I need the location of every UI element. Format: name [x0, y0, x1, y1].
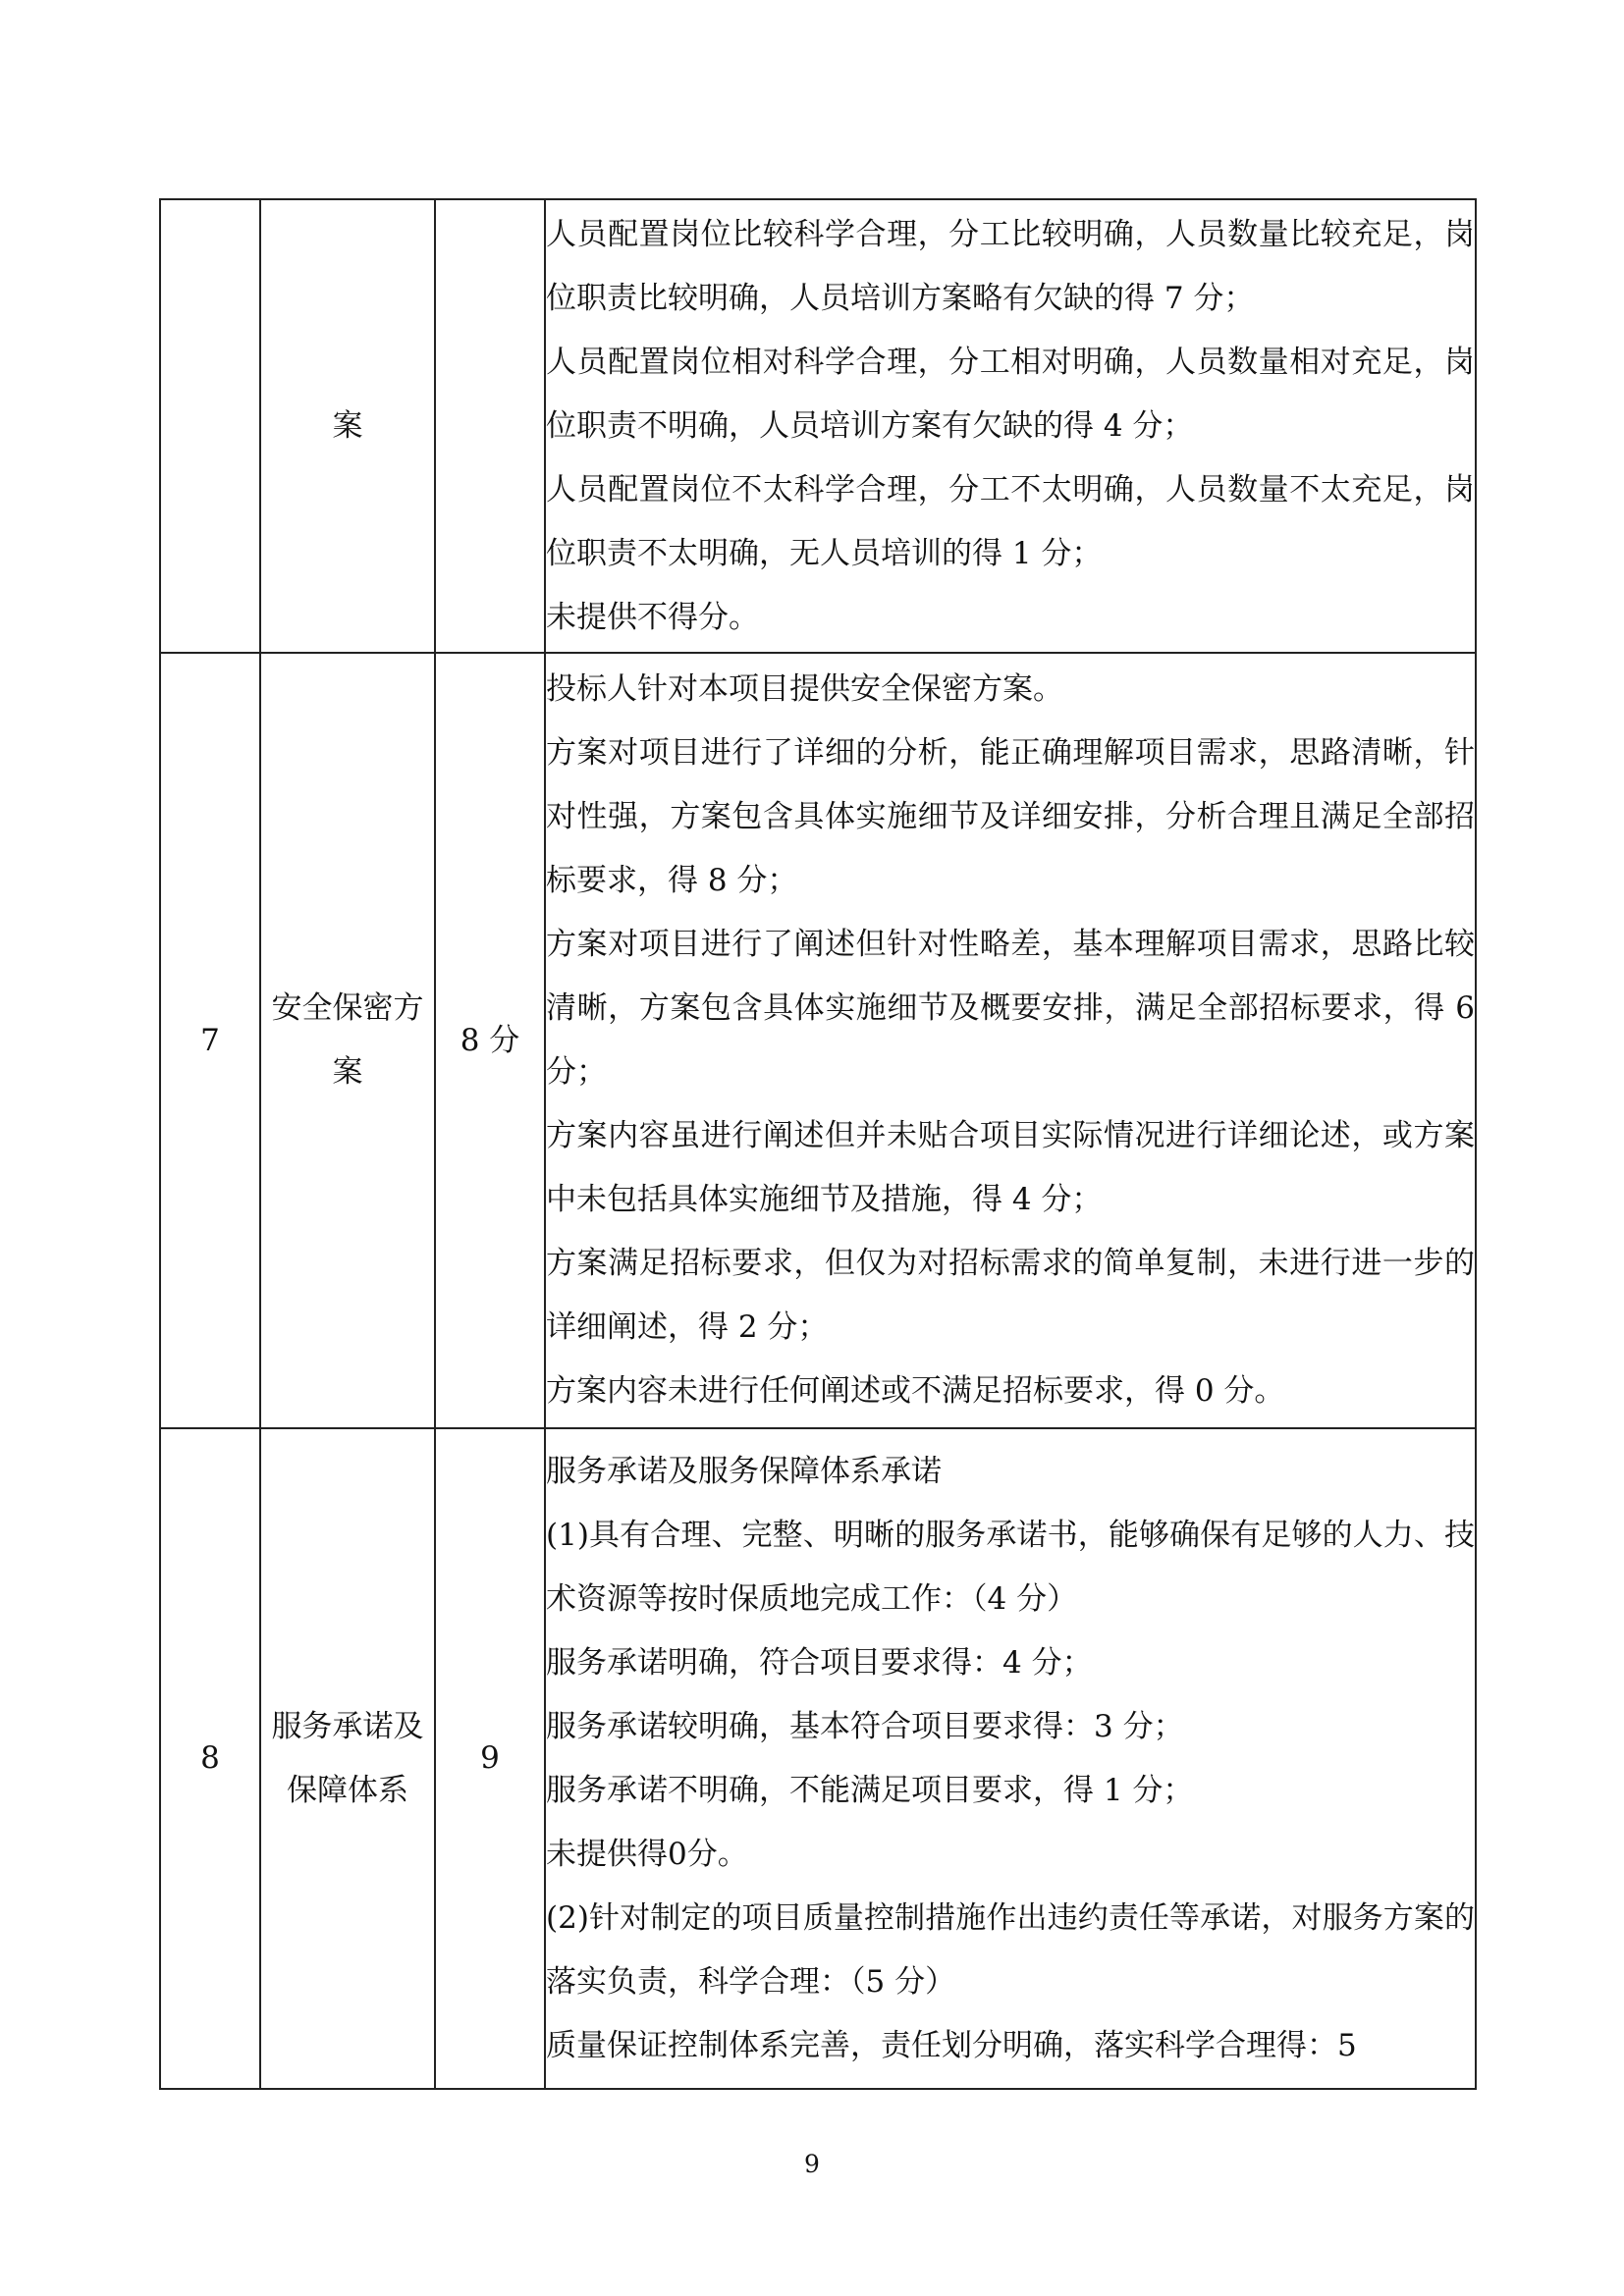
criteria-text: 服务承诺不明确，不能满足项目要求，得 1 分； [546, 1772, 1194, 1808]
row-number-cell [160, 199, 260, 653]
criteria-cell [545, 653, 1476, 1428]
criteria-cell [545, 199, 1476, 653]
score-cell: 9 [435, 1428, 545, 2089]
criteria-text: 服务承诺较明确，基本符合项目要求得：3 分； [546, 1708, 1184, 1744]
criteria-text: 人员配置岗位不太科学合理，分工不太明确，人员数量不太充足，岗位职责不太明确，无人员培训的得 1 分； [546, 471, 1475, 571]
criteria-text: 方案满足招标要求，但仅为对招标需求的简单复制，未进行进一步的详细阐述，得 2 分； [546, 1246, 1475, 1345]
criteria-text: (2)针对制定的项目质量控制措施作出违约责任等承诺，对服务方案的落实负责，科学合理：（5 分） [546, 1899, 1475, 2000]
evaluation-item-cell: 安全保密方案 [260, 653, 435, 1428]
row-number-cell: 8 [160, 1428, 260, 2089]
criteria-text: 方案内容未进行任何阐述或不满足招标要求，得 0 分。 [546, 1373, 1285, 1409]
criteria-text: 方案对项目进行了阐述但针对性略差，基本理解项目需求，思路比较清晰，方案包含具体实施细节及概要安排，满足全部招标要求，得 6 分； [546, 927, 1475, 1090]
score-cell: 8 分 [435, 653, 545, 1428]
table-row [160, 1428, 1476, 2089]
criteria-text: 质量保证控制体系完善，责任划分明确，落实科学合理得：5 [546, 2027, 1357, 2063]
row-number-cell: 7 [160, 653, 260, 1428]
evaluation-item-cell: 案 [260, 199, 435, 653]
criteria-text: 服务承诺明确，符合项目要求得：4 分； [546, 1644, 1093, 1681]
criteria-text: 未提供不得分。 [546, 599, 759, 635]
criteria-text: 人员配置岗位比较科学合理，分工比较明确，人员数量比较充足，岗位职责比较明确，人员培训方案略有欠缺的得 7 分； [546, 216, 1475, 316]
criteria-text: 未提供得0分。 [546, 1836, 748, 1872]
criteria-text: 方案对项目进行了详细的分析，能正确理解项目需求，思路清晰，针对性强，方案包含具体实施细节及详细安排，分析合理且满足全部招标要求，得 8 分； [546, 735, 1475, 898]
criteria-text: 服务承诺及服务保障体系承诺 [546, 1453, 942, 1489]
criteria-text: 方案内容虽进行阐述但并未贴合项目实际情况进行详细论述，或方案中未包括具体实施细节及措施，得 4 分； [546, 1118, 1475, 1217]
table-row [160, 653, 1476, 1428]
score-cell [435, 199, 545, 653]
scoring-table [159, 198, 1477, 2090]
criteria-text: 投标人针对本项目提供安全保密方案。 [546, 671, 1063, 707]
page-number: 9 [804, 2150, 820, 2178]
criteria-cell [545, 1428, 1476, 2089]
criteria-text: 人员配置岗位相对科学合理，分工相对明确，人员数量相对充足，岗位职责不明确，人员培训方案有欠缺的得 4 分； [546, 344, 1475, 444]
table-row [160, 199, 1476, 653]
criteria-text: (1)具有合理、完整、明晰的服务承诺书，能够确保有足够的人力、技术资源等按时保质地完成工作：（4 分） [546, 1517, 1475, 1617]
evaluation-item-cell: 服务承诺及保障体系 [260, 1428, 435, 2089]
